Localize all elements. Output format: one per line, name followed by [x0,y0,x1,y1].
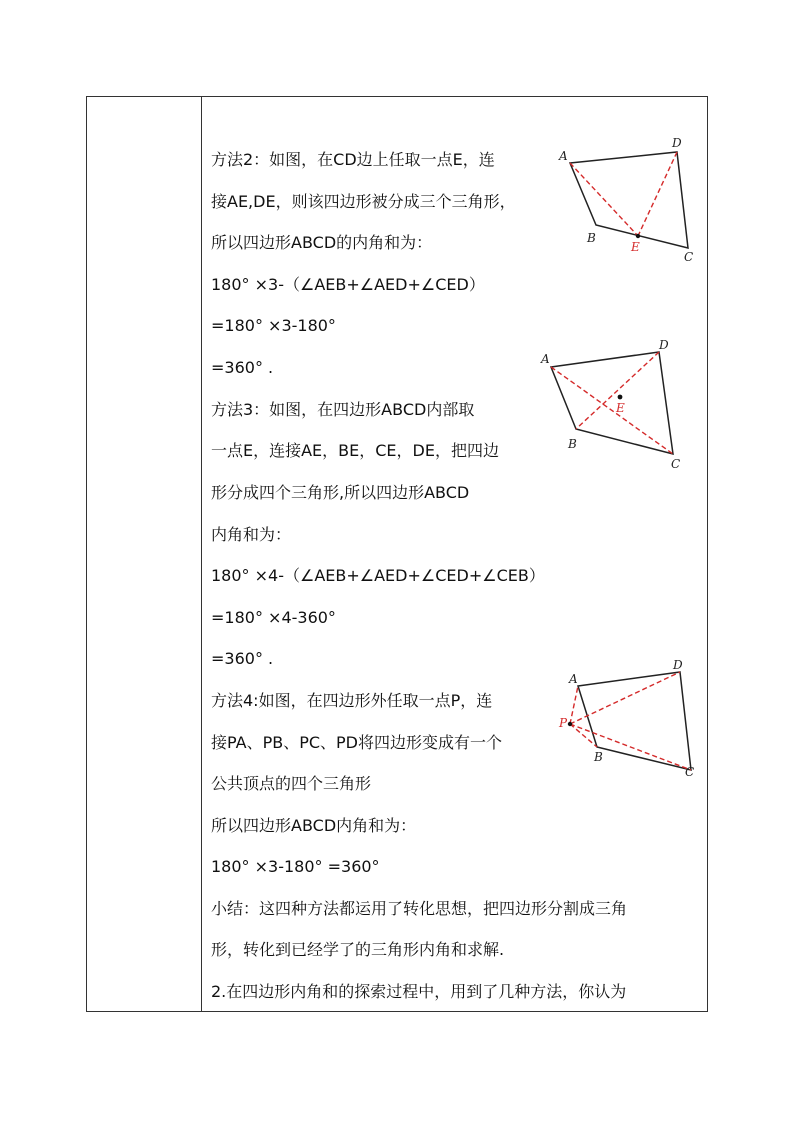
label-B: B [587,231,596,245]
method3-step1: =180° ×4-360° [211,608,336,627]
label-D: D [672,136,682,150]
method2-result: =360° . [211,358,274,377]
method2-line3: 所以四边形ABCD的内角和为： [211,233,433,252]
label-B: B [568,437,577,451]
label-D: D [659,338,669,352]
method4-line2: 接PA、PB、PC、PD将四边形变成有一个 [211,733,502,752]
label-P: P [559,716,568,730]
method3-result: =360° . [211,649,274,668]
method4-line3: 公共顶点的四个三角形 [211,774,372,793]
method3-formula: 180° ×4-（∠AEB+∠AED+∠CED+∠CEB） [211,566,545,585]
label-C: C [671,457,681,471]
column-divider [201,96,202,1012]
label-B: B [594,750,603,764]
label-C: C [684,250,694,264]
label-E: E [616,401,625,415]
summary-line1: 小结：这四种方法都运用了转化思想，把四边形分割成三角 [211,899,628,918]
label-C: C [685,765,695,779]
method3-line3: 形分成四个三角形,所以四边形ABCD [211,483,470,502]
label-E: E [631,240,640,254]
label-A: A [569,672,578,686]
label-D: D [673,658,683,672]
quadrilateral-figure-method4 [555,655,705,785]
method3-line4: 内角和为： [211,525,292,544]
label-A: A [559,149,568,163]
method2-step1: =180° ×3-180° [211,316,336,335]
method3-line2: 一点E，连接AE，BE，CE，DE，把四边 [211,441,499,460]
method4-line4: 所以四边形ABCD内角和为： [211,816,417,835]
method2-line2: 接AE,DE，则该四边形被分成三个三角形， [211,192,516,211]
summary-line2: 形，转化到已经学了的三角形内角和求解. [211,940,505,959]
method4-formula: 180° ×3-180° =360° [211,857,380,876]
method3-line1: 方法3：如图，在四边形ABCD内部取 [211,400,475,419]
question-2: 2.在四边形内角和的探索过程中，用到了几种方法，你认为 [211,982,627,1001]
label-A: A [541,352,550,366]
quadrilateral-figure-method3 [535,335,685,475]
quadrilateral-figure-method2 [555,135,705,265]
method4-line1: 方法4:如图，在四边形外任取一点P，连 [211,691,493,710]
method2-line1: 方法2：如图，在CD边上任取一点E，连 [211,150,495,169]
method2-formula: 180° ×3-（∠AEB+∠AED+∠CED） [211,275,485,294]
